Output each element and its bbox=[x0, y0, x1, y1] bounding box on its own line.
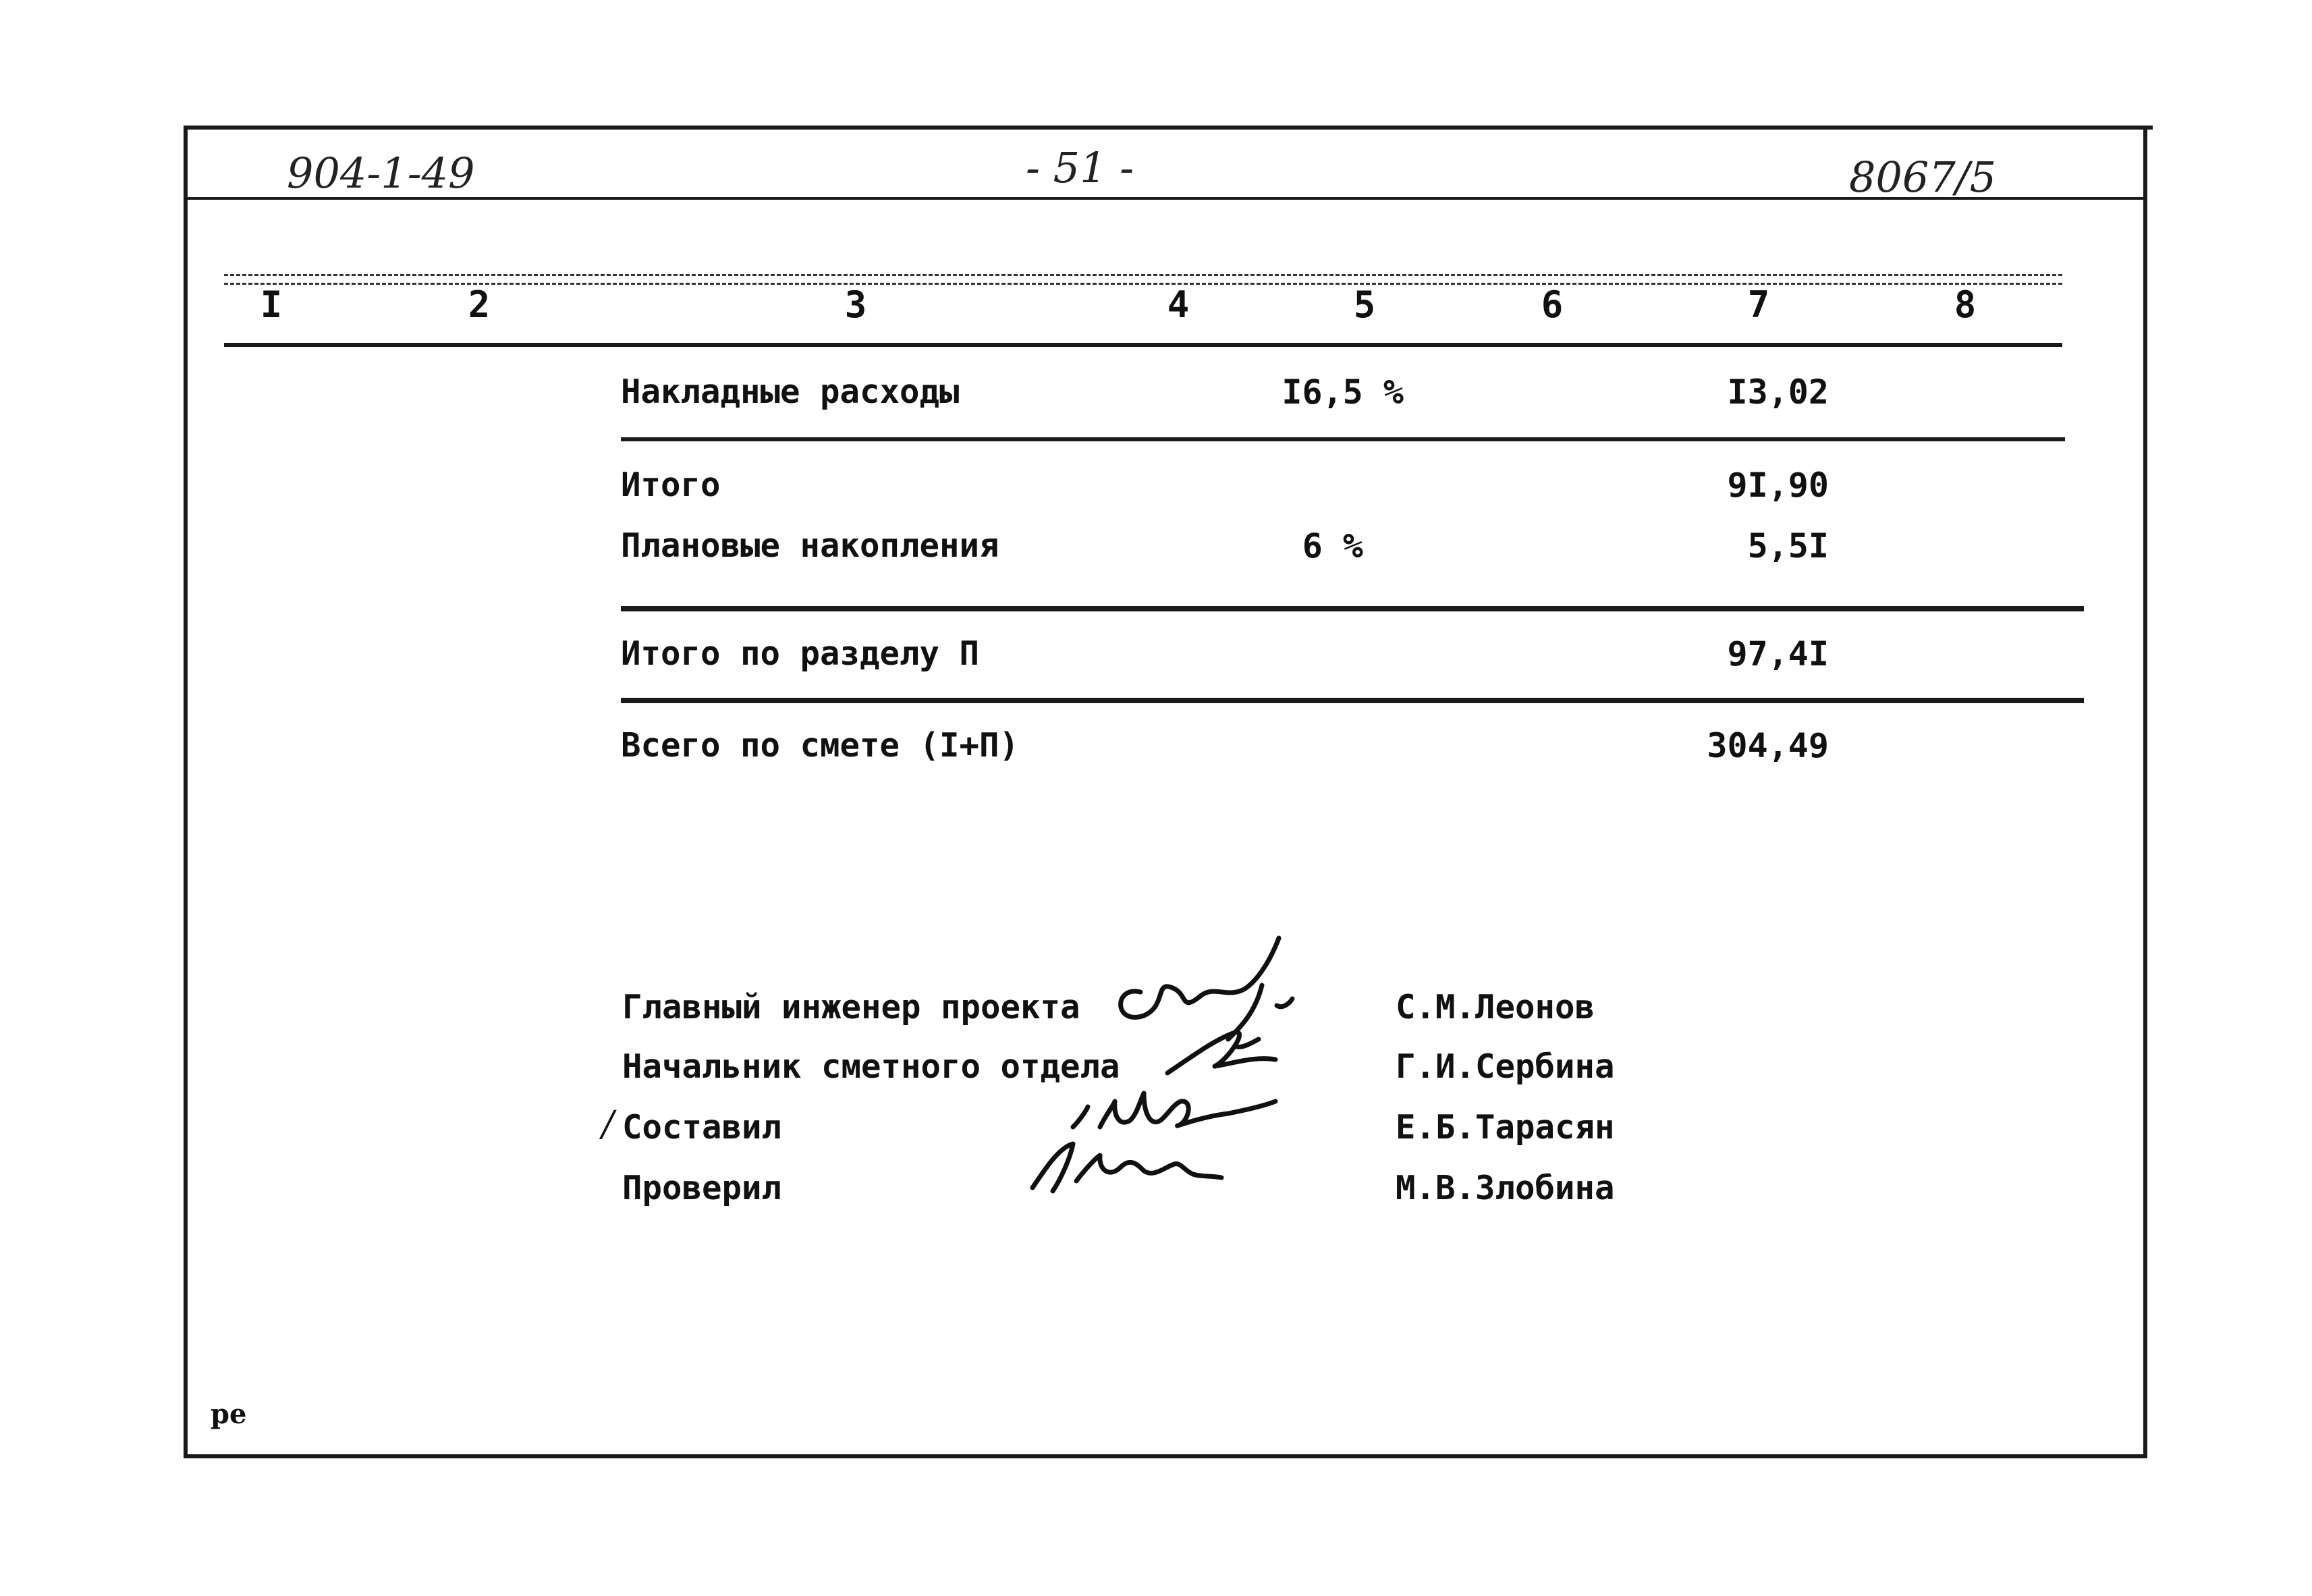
frame-bottom-border bbox=[188, 1454, 2143, 1458]
row-overhead-amount: I3,02 bbox=[1727, 373, 1829, 412]
signature-name-tarasyan: Е.Б.Тарасян bbox=[1396, 1108, 1615, 1147]
page-number: - 51 - bbox=[1026, 143, 1134, 192]
row-grand-total-label: Всего по смете (I+П) bbox=[621, 726, 1020, 765]
column-number-4: 4 bbox=[1167, 283, 1190, 326]
column-number-6: 6 bbox=[1541, 283, 1564, 326]
row-planned-savings-rate: 6 % bbox=[1302, 526, 1363, 566]
column-number-5: 5 bbox=[1353, 283, 1376, 326]
row-section-total-amount: 97,4I bbox=[1727, 634, 1829, 673]
signature-name-serbina: Г.И.Сербина bbox=[1396, 1047, 1615, 1086]
signature-role-estimate-head: Начальник сметного отдела bbox=[622, 1047, 1120, 1086]
frame-left-border bbox=[184, 126, 188, 1458]
column-number-8: 8 bbox=[1954, 283, 1977, 326]
rule-after-section-total bbox=[621, 698, 2084, 703]
signature-role-chief-engineer: Главный инженер проекта bbox=[622, 988, 1080, 1026]
row-overhead-label: Накладные расходы bbox=[621, 373, 960, 411]
rule-after-planned-savings bbox=[621, 606, 2084, 611]
signature-image bbox=[1012, 925, 1350, 1221]
footer-mark: ре bbox=[211, 1398, 247, 1430]
column-number-7: 7 bbox=[1747, 283, 1770, 326]
row-grand-total-amount: 304,49 bbox=[1707, 726, 1829, 765]
column-number-3: 3 bbox=[844, 283, 867, 326]
column-number-1: I bbox=[260, 283, 283, 326]
tick-mark: / bbox=[602, 1104, 614, 1145]
column-number-2: 2 bbox=[468, 283, 491, 326]
row-planned-savings-label: Плановые накопления bbox=[621, 526, 999, 565]
frame-right-border bbox=[2143, 126, 2147, 1458]
column-header-bottom-rule bbox=[224, 343, 2062, 347]
frame-top-border bbox=[184, 126, 2153, 130]
row-section-total-label: Итого по разделу П bbox=[621, 634, 980, 673]
signature-role-checked-by: Проверил bbox=[622, 1169, 782, 1207]
row-overhead-rate: I6,5 % bbox=[1282, 373, 1404, 412]
document-code: 904-1-49 bbox=[287, 148, 475, 198]
row-subtotal-amount: 9I,90 bbox=[1727, 466, 1829, 505]
signature-role-compiled-by: Составил bbox=[622, 1108, 782, 1147]
rule-after-overhead bbox=[621, 437, 2065, 441]
row-planned-savings-amount: 5,5I bbox=[1747, 526, 1829, 566]
sheet-code: 8067/5 bbox=[1849, 153, 1997, 202]
signature-name-zlobina: М.В.Злобина bbox=[1396, 1169, 1615, 1207]
row-subtotal-label: Итого bbox=[621, 466, 721, 504]
signature-name-leonov: С.М.Леонов bbox=[1396, 988, 1595, 1026]
